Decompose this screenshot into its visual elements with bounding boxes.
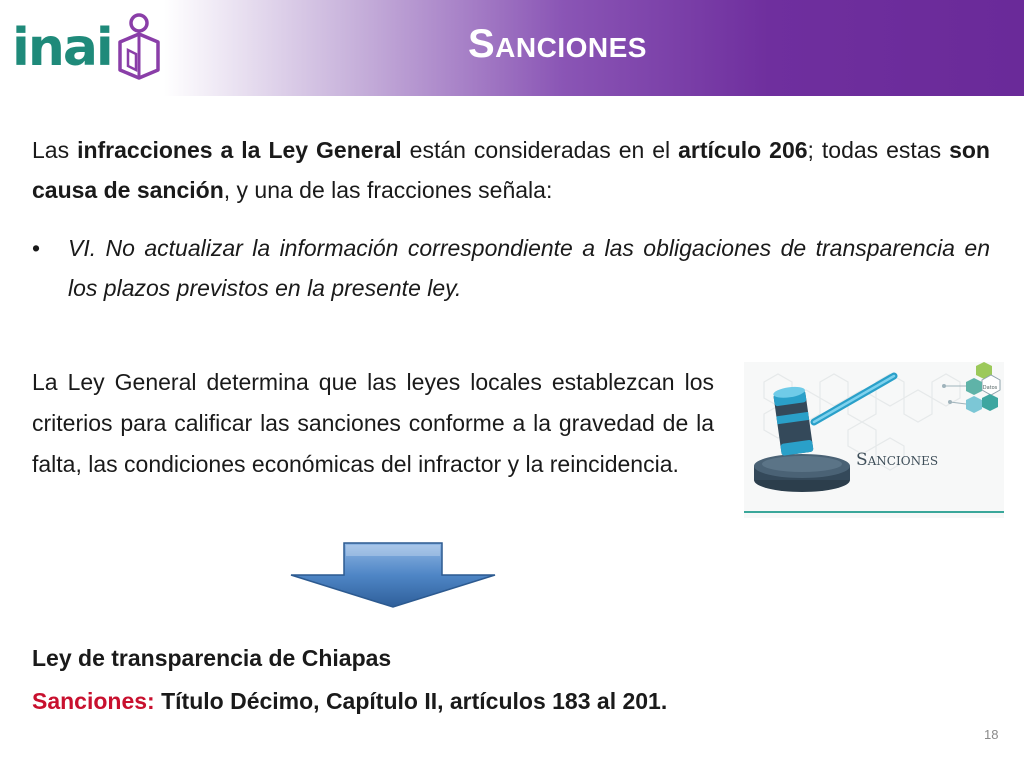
law-heading: Ley de transparencia de Chiapas [32, 645, 392, 671]
general-law-paragraph: La Ley General determina que las leyes locales establezcan los criterios para calificar las sanciones conforme a la gravedad de la falta, las condiciones económicas del infractor y la reincidencia. [32, 369, 714, 477]
logo-text: inai [12, 18, 112, 78]
intro-text-2: están consideradas en el [401, 137, 679, 163]
intro-text-4: , y una de las fracciones señala: [223, 177, 553, 203]
gavel-illustration [744, 362, 1004, 518]
page-title: Sanciones [468, 22, 647, 66]
sanctions-text: Título Décimo, Capítulo II, artículos 183 al 201. [154, 688, 668, 714]
bullet-icon: • [32, 235, 41, 261]
logo-figure-icon [114, 12, 164, 84]
hex-label: Datos [982, 385, 998, 391]
down-arrow-icon [288, 540, 498, 610]
intro-text-1: Las [32, 137, 78, 163]
bullet-text: VI. No actualizar la información correspondiente a las obligaciones de transparencia en los plazos previstos en la presente ley. [68, 235, 990, 301]
intro-text-3: ; todas estas [807, 137, 950, 163]
header-banner [0, 0, 1024, 96]
sanctions-label: Sanciones: [32, 688, 155, 714]
intro-bold-2: artículo 206 [678, 137, 808, 163]
inai-logo [8, 12, 168, 84]
page-number: 18 [984, 727, 999, 742]
sanctions-line [32, 683, 667, 719]
illustration-label: Sanciones [856, 450, 939, 470]
intro-bold-1: infracciones a la Ley General [77, 137, 402, 163]
intro-paragraph [32, 130, 990, 210]
intro-bold-3: son causa de sanción [32, 137, 990, 203]
gavel-icon [744, 362, 1004, 518]
